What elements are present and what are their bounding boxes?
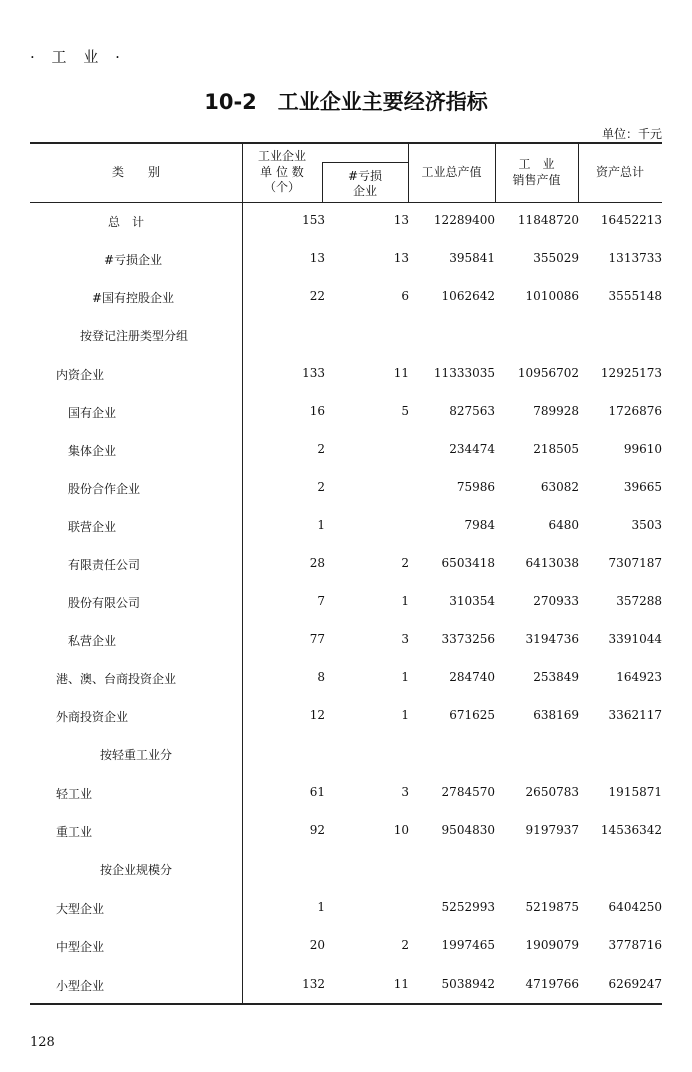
cell-loss: 1	[401, 670, 409, 684]
row-label: 小型企业	[56, 979, 105, 993]
row-label: 重工业	[56, 825, 93, 839]
header-units-line3: （个）	[263, 180, 300, 194]
cell-sales: 3194736	[525, 632, 579, 646]
group-heading-row	[0, 746, 692, 766]
table-row	[0, 632, 692, 652]
cell-gross: 827563	[449, 404, 495, 418]
group-heading-row	[0, 327, 692, 347]
row-label: 港、澳、台商投资企业	[56, 672, 177, 686]
row-label: 轻工业	[56, 787, 93, 801]
cell-gross: 284740	[449, 670, 495, 684]
cell-units: 132	[302, 977, 325, 991]
cell-units: 2	[317, 442, 325, 456]
table-top-rule	[30, 142, 662, 144]
cell-gross: 5252993	[441, 900, 495, 914]
header-bottom-rule	[30, 202, 662, 203]
table-bottom-rule	[30, 1003, 662, 1005]
row-label: #亏损企业	[104, 253, 163, 267]
cell-assets: 3362117	[608, 708, 662, 722]
cell-loss: 11	[393, 366, 409, 380]
cell-units: 12	[309, 708, 325, 722]
cell-units: 92	[309, 823, 325, 837]
cell-loss: 5	[401, 404, 409, 418]
cell-loss: 11	[393, 977, 409, 991]
cell-units: 1	[317, 900, 325, 914]
header-loss-line2: 企业	[352, 184, 377, 198]
cell-units: 28	[309, 556, 325, 570]
cell-assets: 357288	[616, 594, 662, 608]
header-units-line2: 单 位 数	[260, 165, 304, 179]
cell-units: 133	[302, 366, 325, 380]
table-row	[0, 977, 692, 997]
header-units-line1: 工业企业	[257, 149, 306, 163]
row-label: #国有控股企业	[92, 291, 175, 305]
cell-gross: 1997465	[441, 938, 495, 952]
cell-sales: 11848720	[517, 213, 579, 227]
cell-sales: 6413038	[525, 556, 579, 570]
cell-sales: 2650783	[525, 785, 579, 799]
cell-sales: 218505	[533, 442, 579, 456]
group-heading: 按企业规模分	[100, 863, 173, 877]
cell-gross: 671625	[449, 708, 495, 722]
cell-units: 2	[317, 480, 325, 494]
header-gross-output: 工业总产值	[421, 165, 482, 179]
cell-sales: 4719766	[525, 977, 579, 991]
header-assets: 资产总计	[595, 165, 644, 179]
group-heading-row	[0, 861, 692, 881]
cell-gross: 9504830	[441, 823, 495, 837]
table-row	[0, 442, 692, 462]
cell-loss: 10	[393, 823, 409, 837]
unit-label: 单位：千元	[601, 127, 662, 141]
table-row	[0, 404, 692, 424]
cell-sales: 1909079	[525, 938, 579, 952]
table-row	[0, 785, 692, 805]
row-label: 联营企业	[68, 520, 117, 534]
cell-gross: 395841	[449, 251, 495, 265]
table-row	[0, 518, 692, 538]
row-label: 有限责任公司	[68, 558, 141, 572]
page-title: 10-2 工业企业主要经济指标	[204, 90, 488, 114]
cell-sales: 355029	[533, 251, 579, 265]
cell-sales: 5219875	[525, 900, 579, 914]
cell-gross: 3373256	[441, 632, 495, 646]
cell-loss: 13	[393, 251, 409, 265]
row-label: 外商投资企业	[56, 710, 129, 724]
cell-gross: 7984	[464, 518, 495, 532]
cell-assets: 12925173	[600, 366, 662, 380]
cell-units: 8	[317, 670, 325, 684]
cell-sales: 6480	[548, 518, 579, 532]
table-row	[0, 366, 692, 386]
table-row	[0, 900, 692, 920]
row-label: 私营企业	[68, 634, 117, 648]
row-label: 总 计	[108, 215, 145, 229]
cell-loss: 13	[393, 213, 409, 227]
cell-loss: 3	[401, 785, 409, 799]
cell-gross: 1062642	[441, 289, 495, 303]
table-row	[0, 213, 692, 233]
cell-assets: 16452213	[600, 213, 662, 227]
table-row	[0, 708, 692, 728]
cell-assets: 3778716	[608, 938, 662, 952]
header-divider-2	[495, 142, 496, 202]
row-label: 国有企业	[68, 406, 117, 420]
cell-loss: 2	[401, 556, 409, 570]
cell-loss: 3	[401, 632, 409, 646]
cell-loss: 1	[401, 594, 409, 608]
section-tag: · 工 业 ·	[30, 48, 126, 66]
cell-units: 61	[309, 785, 325, 799]
cell-units: 22	[309, 289, 325, 303]
cell-loss: 2	[401, 938, 409, 952]
loss-subheader-top	[322, 162, 408, 163]
cell-sales: 270933	[533, 594, 579, 608]
header-sales-line2: 销售产值	[512, 173, 561, 187]
table-row	[0, 670, 692, 690]
row-label: 股份合作企业	[68, 482, 141, 496]
cell-assets: 39665	[623, 480, 662, 494]
cell-units: 77	[309, 632, 325, 646]
cell-units: 20	[309, 938, 325, 952]
cell-loss: 6	[401, 289, 409, 303]
cell-units: 153	[302, 213, 325, 227]
header-category: 类 别	[111, 165, 160, 179]
table-row	[0, 289, 692, 309]
cell-gross: 2784570	[441, 785, 495, 799]
cell-units: 7	[317, 594, 325, 608]
cell-sales: 253849	[533, 670, 579, 684]
cell-gross: 234474	[449, 442, 495, 456]
cell-assets: 6404250	[608, 900, 662, 914]
cell-sales: 1010086	[525, 289, 579, 303]
cell-gross: 75986	[456, 480, 495, 494]
cell-units: 13	[309, 251, 325, 265]
cell-gross: 11333035	[433, 366, 495, 380]
cell-assets: 3391044	[608, 632, 662, 646]
cell-assets: 3555148	[608, 289, 662, 303]
table-row	[0, 594, 692, 614]
cell-assets: 7307187	[608, 556, 662, 570]
cell-assets: 164923	[616, 670, 662, 684]
row-label: 集体企业	[68, 444, 117, 458]
group-heading: 按登记注册类型分组	[80, 329, 189, 343]
row-label: 股份有限公司	[68, 596, 141, 610]
header-sales-line1: 工 业	[518, 157, 555, 171]
cell-sales: 638169	[533, 708, 579, 722]
header-loss-line1: #亏损	[347, 169, 383, 183]
row-label: 中型企业	[56, 940, 105, 954]
cell-assets: 1726876	[608, 404, 662, 418]
cell-sales: 789928	[533, 404, 579, 418]
table-row	[0, 480, 692, 500]
page-number: 128	[30, 1035, 55, 1050]
cell-gross: 5038942	[441, 977, 495, 991]
cell-assets: 99610	[623, 442, 662, 456]
cell-gross: 6503418	[441, 556, 495, 570]
cell-sales: 10956702	[517, 366, 579, 380]
cell-assets: 1313733	[608, 251, 662, 265]
row-label: 内资企业	[56, 368, 105, 382]
table-row	[0, 823, 692, 843]
cell-assets: 3503	[631, 518, 662, 532]
row-label: 大型企业	[56, 902, 105, 916]
group-heading: 按轻重工业分	[100, 748, 173, 762]
cell-gross: 310354	[449, 594, 495, 608]
cell-gross: 12289400	[433, 213, 495, 227]
cell-units: 16	[309, 404, 325, 418]
cell-sales: 63082	[540, 480, 579, 494]
cell-sales: 9197937	[525, 823, 579, 837]
table-row	[0, 938, 692, 958]
cell-assets: 1915871	[608, 785, 662, 799]
cell-loss: 1	[401, 708, 409, 722]
cell-assets: 6269247	[608, 977, 662, 991]
table-row	[0, 556, 692, 576]
cell-units: 1	[317, 518, 325, 532]
table-row	[0, 251, 692, 271]
cell-assets: 14536342	[600, 823, 662, 837]
